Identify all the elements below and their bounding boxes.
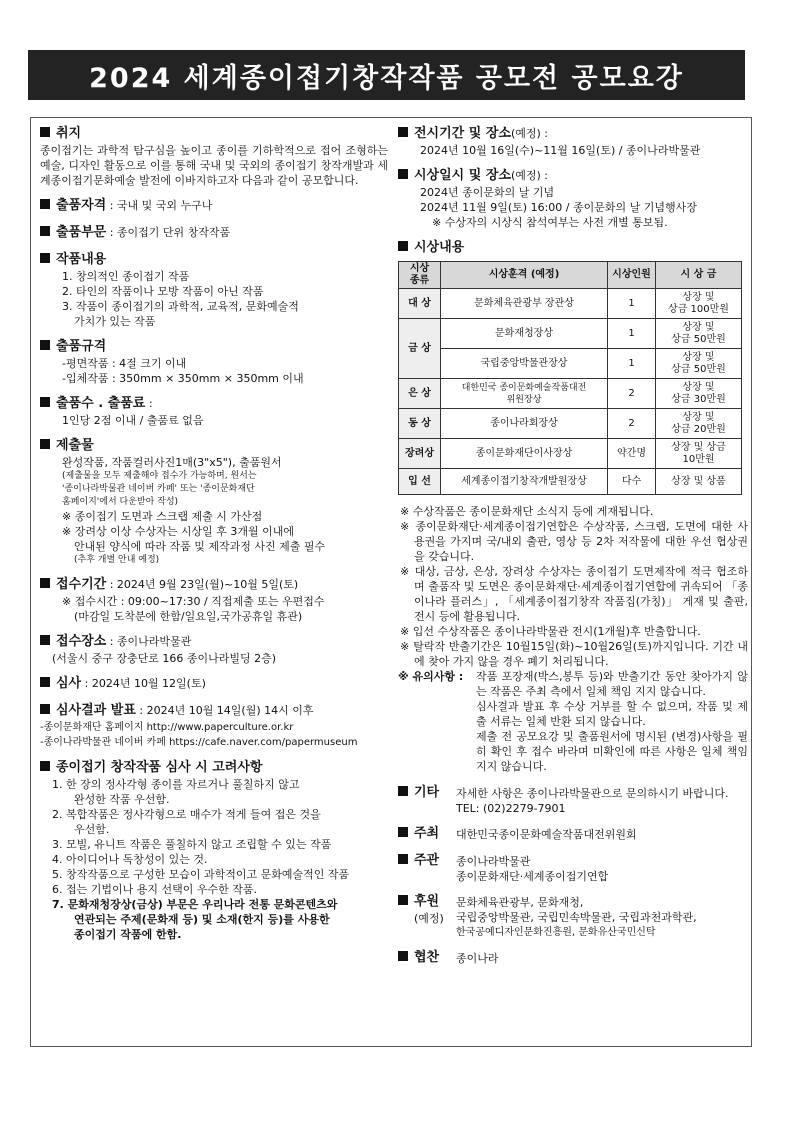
list-item: 연관되는 주제(문화재 등) 및 소재(한지 등)를 사용한 xyxy=(74,913,330,926)
note: ※ 종이문화재단·세계종이접기연합은 수상작품, 스크랩, 도면에 대한 사용권을 가지며 국/내외 출판, 영상 등 2차 저작물에 대한 우선 협상권을 갖습니다. xyxy=(400,520,748,563)
left-column xyxy=(40,125,388,951)
table-cell-award: 종이문화재단이사장상 xyxy=(441,439,608,469)
table-cell-grade: 입 선 xyxy=(399,469,441,495)
section-body: 종이나라박물관 xyxy=(456,855,531,868)
table-row xyxy=(399,289,742,319)
bullet-square-icon xyxy=(398,895,408,905)
note: (마감일 도착분에 한함/일요일,국가공휴일 휴관) xyxy=(74,610,303,623)
section-heading: 접수장소 xyxy=(56,634,107,649)
section-sponsor xyxy=(398,893,748,940)
section-heading: 종이접기 창작작품 심사 시 고려사항 xyxy=(56,760,263,775)
list-item: 완성한 작품 우선함. xyxy=(74,793,170,806)
section-heading: 출품부문 xyxy=(56,225,107,240)
section-heading: 시상내용 xyxy=(414,240,465,255)
section-heading: 심사 xyxy=(56,676,82,691)
list-item: 4. 아이디어나 독창성이 있는 것. xyxy=(52,853,208,866)
bullet-square-icon xyxy=(40,226,50,236)
table-cell-count: 1 xyxy=(608,349,656,379)
section-body: 2024년 11월 9일(토) 16:00 / 종이문화의 날 기념행사장 xyxy=(420,201,697,214)
table-cell-award: 종이나라회장상 xyxy=(441,409,608,439)
note: ※ 대상, 금상, 은상, 장려상 수상자는 종이접기 도면제작에 적극 협조하며 출품작 및 도면은 종이문화재단·세계종이접기연합에 귀속되어 「종이나라 플러스」, 「세계종이접기창작 작품집(가칭)」 게재 및 출판, 전시 등에 활용됩니다. xyxy=(400,565,748,623)
list-item: 2. 복합작품은 정사각형으로 매수가 적게 들여 접은 것을 xyxy=(52,808,321,821)
table-cell-prize: 상장 및 상금 50만원 xyxy=(656,319,742,349)
list-item: 가치가 있는 작품 xyxy=(74,315,156,328)
small-note: 홈페이지'에서 다운받아 작성) xyxy=(62,497,179,507)
section-body: 2024년 종이문화의 날 기념 xyxy=(420,186,555,199)
table-cell-count: 다수 xyxy=(608,469,656,495)
bullet-square-icon xyxy=(40,127,50,137)
section-heading: 접수기간 xyxy=(56,577,107,592)
note: ※ 장려상 이상 수상자는 시상일 후 3개월 이내에 xyxy=(62,525,294,538)
table-header: 시상 종류 xyxy=(399,262,441,289)
section-heading: 전시기간 및 장소 xyxy=(414,126,511,141)
table-row xyxy=(399,439,742,469)
section-heading: 심사결과 발표 xyxy=(56,703,136,718)
table-cell-prize: 상장 및 상금 10만원 xyxy=(656,439,742,469)
note: ※ 수상자의 시상식 참석여부는 사전 개별 통보됨. xyxy=(432,216,668,229)
section-body: 자세한 사항은 종이나라박물관으로 문의하시기 바랍니다. xyxy=(456,787,729,800)
section-value: : 2024년 9월 23일(월)~10월 5일(토) xyxy=(106,578,299,591)
section-period xyxy=(40,576,388,624)
section-value: : 종이나라박물관 xyxy=(106,635,192,648)
list-item: -평면작품 : 4절 크기 이내 xyxy=(62,357,187,370)
bullet-square-icon xyxy=(40,704,50,714)
list-item: 5. 창작작품으로 구성한 모습이 과학적이고 문화예술적인 작품 xyxy=(52,868,350,881)
table-cell-award: 국립중앙박물관장상 xyxy=(441,349,608,379)
section-heading: 출품규격 xyxy=(56,339,107,354)
bullet-square-icon xyxy=(40,578,50,588)
bullet-square-icon xyxy=(398,241,408,251)
contact-phone: TEL: (02)2279-7901 xyxy=(456,802,566,815)
section-body: 종이접기는 과학적 탐구심을 높이고 종이를 기하학적으로 접어 조형하는 예술, 디자인 활동으로 이를 통해 국내 및 국외의 종이접기 창작개발과 세계종이접기문화예술 발전에 이바지하고자 다음과 같이 공모합니다. xyxy=(40,144,388,187)
caution-label: ※ 유의사항 : xyxy=(398,670,464,683)
table-header: 시상인원 xyxy=(608,262,656,289)
section-criteria xyxy=(40,759,388,942)
note: 안내된 양식에 따라 작품 및 제작과정 사진 제출 필수 xyxy=(74,540,326,553)
table-cell-grade: 금 상 xyxy=(399,319,441,379)
section-subheading: (예정) xyxy=(414,912,444,925)
list-item: 3. 모빌, 유니트 작품은 풀칠하지 않고 조립할 수 있는 작품 xyxy=(52,838,332,851)
section-value: : xyxy=(145,397,153,410)
list-item: 1. 한 장의 정사각형 종이를 자르거나 풀칠하지 않고 xyxy=(52,778,300,791)
table-cell-award: 문화재청장상 xyxy=(441,319,608,349)
section-heading: 취지 xyxy=(56,126,82,141)
bullet-square-icon xyxy=(40,635,50,645)
section-body: (서울시 중구 장충단로 166 종이나라빌딩 2층) xyxy=(52,652,277,665)
small-note: (제출물을 모두 제출해야 접수가 가능하며, 원서는 xyxy=(62,471,257,481)
section-heading: 기타 xyxy=(414,785,440,800)
page-title: 2024 세계종이접기창작작품 공모전 공모요강 xyxy=(28,50,745,100)
bullet-square-icon xyxy=(40,439,50,449)
section-heading: 후원 xyxy=(414,894,440,909)
table-cell-grade: 대 상 xyxy=(399,289,441,319)
table-cell-count: 약간명 xyxy=(608,439,656,469)
section-body: 종이나라 xyxy=(456,952,499,965)
section-body: 종이문화재단·세계종이접기연합 xyxy=(456,870,609,883)
section-organizer xyxy=(398,852,748,884)
section-heading: 주최 xyxy=(414,826,440,841)
table-cell-prize: 상장 및 상금 20만원 xyxy=(656,409,742,439)
section-heading: 제출물 xyxy=(56,438,94,453)
bullet-square-icon xyxy=(398,127,408,137)
small-note: '종이나라박물관 네이버 카페' 또는 '종이문화재단 xyxy=(62,484,255,494)
list-item: 7. 문화재청장상(금상) 부문은 우리나라 전통 문화콘텐츠와 xyxy=(52,898,338,911)
section-value: : 국내 및 국외 누구나 xyxy=(106,199,213,212)
bullet-square-icon xyxy=(40,340,50,350)
bullet-square-icon xyxy=(40,677,50,687)
section-notes xyxy=(398,504,748,774)
table-cell-award: 대한민국 종이문화예술작품대전 위원장상 xyxy=(441,379,608,409)
right-column xyxy=(398,125,748,976)
section-exhibition xyxy=(398,125,748,158)
caution-item: 제출 전 공모요강 및 출품원서에 명시된 (변경)사항을 필히 확인 후 접수 바라며 미확인에 따른 사항은 일체 책임지지 않습니다. xyxy=(476,730,748,773)
table-cell-grade: 은 상 xyxy=(399,379,441,409)
bullet-square-icon xyxy=(40,761,50,771)
bullet-square-icon xyxy=(398,854,408,864)
table-header: 시 상 금 xyxy=(656,262,742,289)
section-body: 문화체육관광부, 문화재청, xyxy=(456,896,584,909)
list-item: 종이접기 작품에 한함. xyxy=(74,928,182,941)
bullet-square-icon xyxy=(398,169,408,179)
section-body: 대한민국종이문화예술작품대전위원회 xyxy=(456,828,637,841)
section-heading: 주관 xyxy=(414,853,440,868)
section-judging xyxy=(40,675,388,693)
section-count xyxy=(40,395,388,428)
section-heading: 협찬 xyxy=(414,950,440,965)
section-heading: 출품수 . 출품료 xyxy=(56,396,146,411)
table-cell-prize: 상장 및 상금 30만원 xyxy=(656,379,742,409)
bullet-square-icon xyxy=(398,951,408,961)
section-heading-tail: (예정) : xyxy=(510,169,549,182)
section-content xyxy=(40,251,388,329)
bullet-square-icon xyxy=(40,199,50,209)
list-item: 우선함. xyxy=(74,823,110,836)
section-host xyxy=(398,825,748,843)
section-value: : 2024년 10월 12일(토) xyxy=(81,677,206,690)
section-body: 1인당 2점 이내 / 출품료 없음 xyxy=(62,414,204,427)
table-cell-grade: 동 상 xyxy=(399,409,441,439)
table-cell-award: 문화체육관광부 장관상 xyxy=(441,289,608,319)
awards-table xyxy=(398,261,742,495)
note: ※ 접수시간 : 09:00~17:30 / 직접제출 또는 우편접수 xyxy=(62,595,325,608)
section-result xyxy=(40,702,388,750)
list-item: 6. 접는 기법이나 용지 선택이 우수한 작품. xyxy=(52,883,257,896)
caution-item: 작품 포장재(박스,봉투 등)와 반출기간 동안 찾아가지 않는 작품은 주최 측에서 일체 책임 지지 않습니다. xyxy=(476,670,748,698)
section-value: : 종이접기 단위 창작작품 xyxy=(106,226,231,239)
result-link-cafe[interactable]: -종이나라박물관 네이버 카페 https://cafe.naver.com/papermuseum xyxy=(40,737,358,748)
section-heading: 출품자격 xyxy=(56,198,107,213)
bullet-square-icon xyxy=(398,786,408,796)
result-link-homepage[interactable]: -종이문화재단 홈페이지 http://www.paperculture.or.kr xyxy=(40,722,294,733)
bullet-square-icon xyxy=(40,253,50,263)
table-row xyxy=(399,379,742,409)
table-cell-prize: 상장 및 상금 50만원 xyxy=(656,349,742,379)
table-cell-award: 세계종이접기창작개발원장상 xyxy=(441,469,608,495)
table-cell-count: 2 xyxy=(608,379,656,409)
note: ※ 수상작품은 종이문화재단 소식지 등에 게재됩니다. xyxy=(400,505,654,518)
section-heading-tail: (예정) : xyxy=(510,127,549,140)
section-value: : 2024년 10월 14일(월) 14시 이후 xyxy=(135,704,314,717)
section-spec xyxy=(40,338,388,386)
small-note: (추후 개별 안내 예정) xyxy=(74,555,160,565)
table-cell-count: 1 xyxy=(608,289,656,319)
table-cell-prize: 상장 및 상품 xyxy=(656,469,742,495)
section-body: 한국공예디자인문화진흥원, 문화유산국민신탁 xyxy=(456,927,656,938)
caution-block xyxy=(398,669,748,774)
section-heading: 작품내용 xyxy=(56,252,107,267)
table-header: 시상훈격 (예정) xyxy=(441,262,608,289)
bullet-square-icon xyxy=(40,397,50,407)
list-item: 2. 타인의 작품이나 모방 작품이 아닌 작품 xyxy=(62,285,264,298)
note: ※ 탈락작 반출기간은 10월15일(화)~10월26일(토)까지입니다. 기간 내에 찾아 가지 않을 경우 폐기 처리됩니다. xyxy=(400,640,748,668)
section-submission xyxy=(40,437,388,567)
section-ceremony xyxy=(398,167,748,230)
section-etc xyxy=(398,784,748,816)
list-item: 1. 창의적인 종이접기 작품 xyxy=(62,270,190,283)
table-header-row xyxy=(399,262,742,289)
list-item: 3. 작품이 종이접기의 과학적, 교육적, 문화예술적 xyxy=(62,300,299,313)
table-cell-count: 2 xyxy=(608,409,656,439)
section-eligibility xyxy=(40,197,388,215)
section-place xyxy=(40,633,388,666)
table-cell-prize: 상장 및 상금 100만원 xyxy=(656,289,742,319)
caution-item: 심사결과 발표 후 수상 거부를 할 수 없으며, 작품 및 제출 서류는 일체 반환 되지 않습니다. xyxy=(476,700,748,728)
section-body: 국립중앙박물관, 국립민속박물관, 국립과천과학관, xyxy=(456,911,697,924)
section-category xyxy=(40,224,388,242)
list-item: -입체작품 : 350mm × 350mm × 350mm 이내 xyxy=(62,372,304,385)
section-heading: 시상일시 및 장소 xyxy=(414,168,511,183)
table-row xyxy=(399,319,742,349)
table-cell-grade: 장려상 xyxy=(399,439,441,469)
section-purpose xyxy=(40,125,388,188)
section-body: 2024년 10월 16일(수)~11월 16일(토) / 종이나라박물관 xyxy=(420,144,701,157)
bullet-square-icon xyxy=(398,827,408,837)
table-row xyxy=(399,409,742,439)
section-body: 완성작품, 작품컬러사진1매(3"x5"), 출품원서 xyxy=(62,456,282,469)
section-awards xyxy=(398,239,748,495)
table-cell-count: 1 xyxy=(608,319,656,349)
note: ※ 종이접기 도면과 스크랩 제출 시 가산점 xyxy=(62,510,263,523)
section-support xyxy=(398,949,748,967)
table-row xyxy=(399,469,742,495)
table-row xyxy=(399,349,742,379)
note: ※ 입선 수상작품은 종이나라박물관 전시(1개월)후 반출합니다. xyxy=(400,625,701,638)
